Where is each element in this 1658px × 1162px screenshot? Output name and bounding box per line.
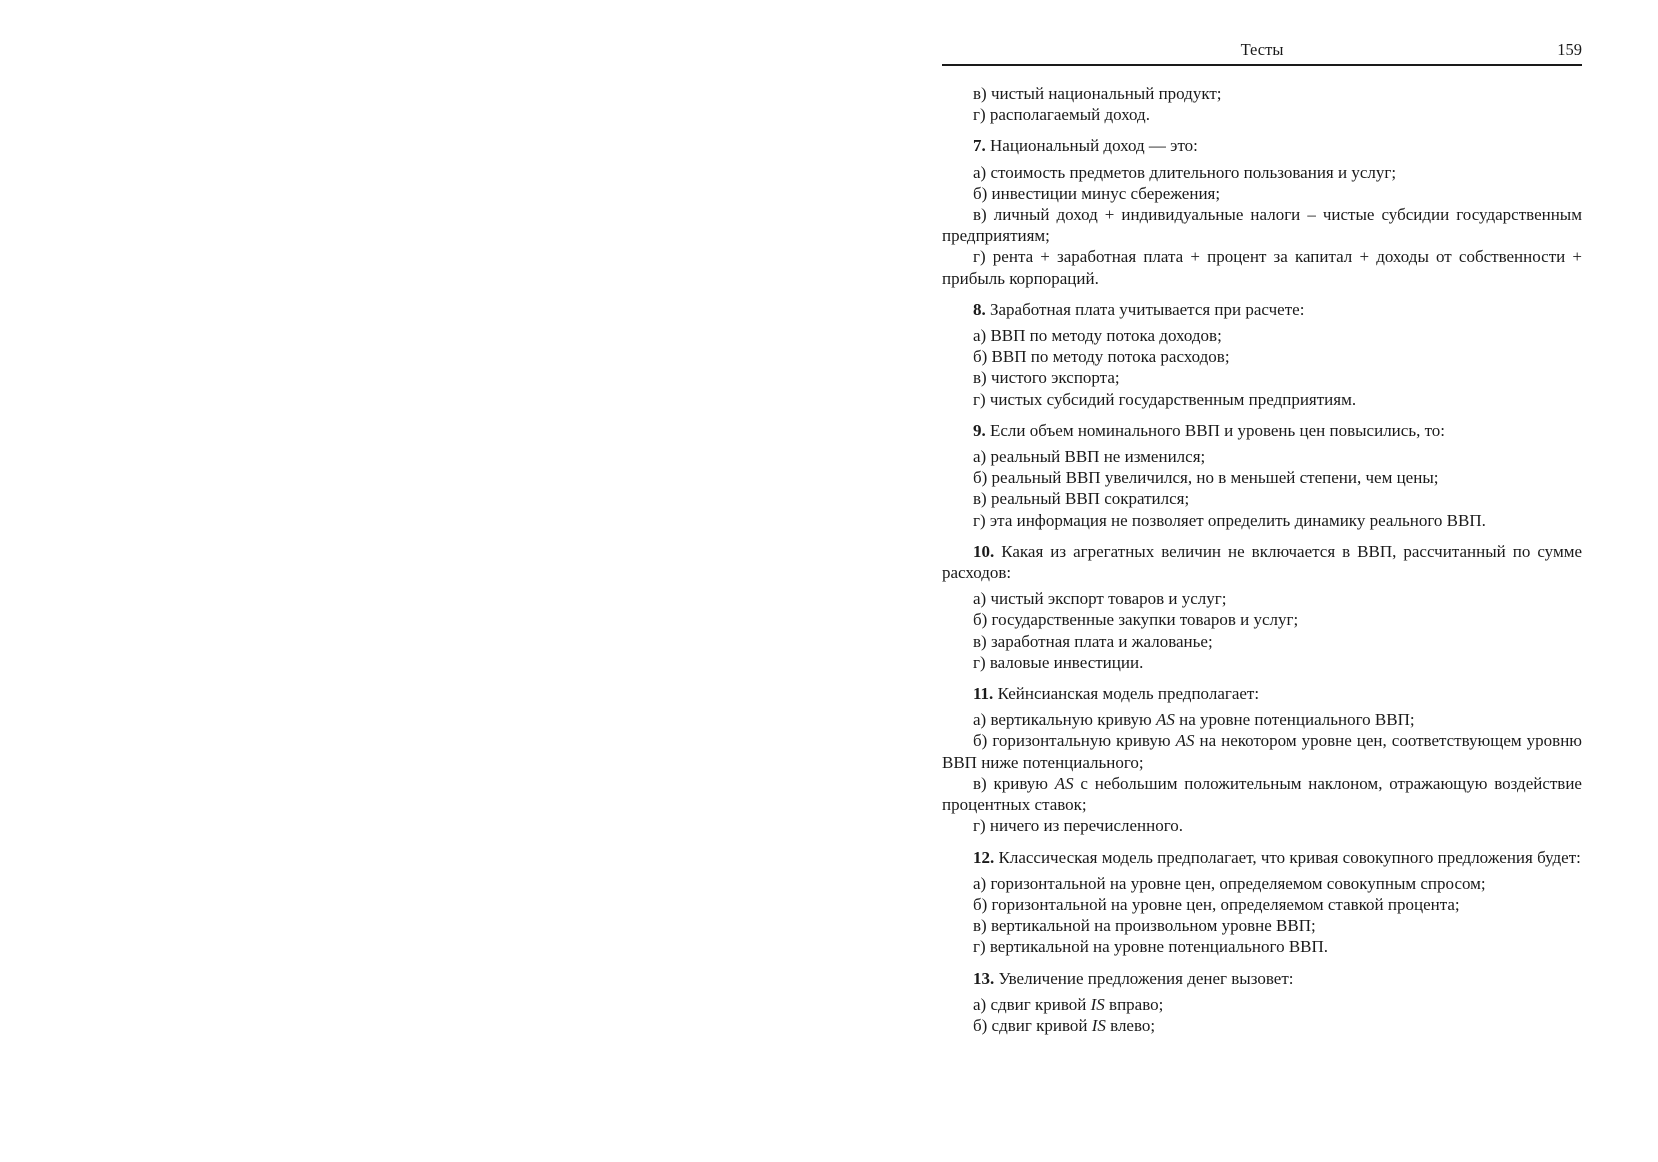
answer-option: б) сдвиг кривой IS влево; bbox=[973, 1015, 1156, 1035]
answer-option: в) кривую AS с небольшим положительным наклоном, отражающую воздействие процентных ставок; bbox=[942, 773, 1582, 815]
test-content bbox=[942, 66, 1582, 1036]
answer-option: а) горизонтальной на уровне цен, определяемом совокупным спросом; bbox=[973, 873, 1486, 893]
question-text: Какая из агрегатных величин не включается в ВВП, рассчитанный по сумме расходов: bbox=[942, 541, 1583, 583]
answer-option: б) инвестиции минус сбережения; bbox=[973, 183, 1221, 203]
question-text: Кейнсианская модель предполагает: bbox=[997, 684, 1260, 704]
answer-option: в) реальный ВВП сократился; bbox=[973, 489, 1190, 509]
answer-option: б) государственные закупки товаров и услуг; bbox=[973, 610, 1299, 630]
question-10 bbox=[942, 541, 1582, 583]
question-number: 8. bbox=[973, 299, 986, 319]
answer-option: б) горизонтальную кривую AS на некотором уровне цен, соответствующем уровню ВВП ниже потенциального; bbox=[942, 731, 1582, 772]
question-text: Если объем номинального ВВП и уровень цен повысились, то: bbox=[990, 420, 1445, 440]
answer-option: а) чистый экспорт товаров и услуг; bbox=[973, 589, 1227, 609]
answer-option: а) вертикальную кривую AS на уровне потенциального ВВП; bbox=[973, 710, 1415, 730]
question-number: 13. bbox=[973, 968, 995, 988]
question-number: 9. bbox=[973, 420, 986, 440]
page-number: 159 bbox=[1557, 40, 1582, 59]
running-head-title: Тесты bbox=[1240, 40, 1284, 59]
question-9 bbox=[942, 420, 1582, 441]
question-7 bbox=[942, 135, 1582, 156]
question-11 bbox=[942, 683, 1582, 704]
question-number: 11. bbox=[973, 684, 994, 704]
question-number: 12. bbox=[973, 847, 995, 867]
answer-option: г) валовые инвестиции. bbox=[973, 652, 1144, 672]
answer-option: а) стоимость предметов длительного пользования и услуг; bbox=[973, 162, 1397, 182]
carryover-option: в) чистый национальный продукт; bbox=[973, 84, 1222, 103]
carryover-option: г) располагаемый доход. bbox=[973, 105, 1150, 125]
book-page bbox=[942, 36, 1582, 1036]
question-13 bbox=[942, 968, 1582, 989]
answer-option: а) сдвиг кривой IS вправо; bbox=[973, 994, 1164, 1014]
question-text: Увеличение предложения денег вызовет: bbox=[998, 968, 1294, 988]
question-8 bbox=[942, 299, 1582, 320]
answer-option: в) личный доход + индивидуальные налоги – чистые субсидии государственным предприятиям; bbox=[942, 205, 1582, 246]
answer-option: а) реальный ВВП не изменился; bbox=[973, 447, 1206, 467]
answer-option: г) вертикальной на уровне потенциального ВВП. bbox=[973, 937, 1329, 957]
question-text: Классическая модель предполагает, что кривая совокупного предложения будет: bbox=[998, 847, 1581, 867]
answer-option: г) эта информация не позволяет определить динамику реального ВВП. bbox=[973, 510, 1486, 530]
answer-option: б) реальный ВВП увеличился, но в меньшей степени, чем цены; bbox=[973, 468, 1439, 488]
answer-option: а) ВВП по методу потока доходов; bbox=[973, 326, 1222, 346]
question-text: Заработная плата учитывается при расчете: bbox=[990, 299, 1305, 319]
answer-option: б) ВВП по методу потока расходов; bbox=[973, 347, 1230, 367]
question-number: 10. bbox=[973, 541, 995, 561]
answer-option: г) ничего из перечисленного. bbox=[973, 816, 1184, 836]
question-12 bbox=[942, 847, 1582, 868]
answer-option: в) заработная плата и жалованье; bbox=[973, 631, 1213, 651]
answer-option: в) чистого экспорта; bbox=[973, 368, 1120, 388]
answer-option: в) вертикальной на произвольном уровне ВВП; bbox=[973, 916, 1316, 936]
question-number: 7. bbox=[973, 136, 986, 156]
answer-option: б) горизонтальной на уровне цен, определяемом ставкой процента; bbox=[973, 894, 1460, 914]
running-head bbox=[942, 36, 1582, 66]
answer-option: г) рента + заработная плата + процент за капитал + доходы от собственности + прибыль корпораций. bbox=[942, 247, 1582, 288]
question-text: Национальный доход — это: bbox=[990, 136, 1198, 156]
answer-option: г) чистых субсидий государственным предприятиям. bbox=[973, 389, 1357, 409]
